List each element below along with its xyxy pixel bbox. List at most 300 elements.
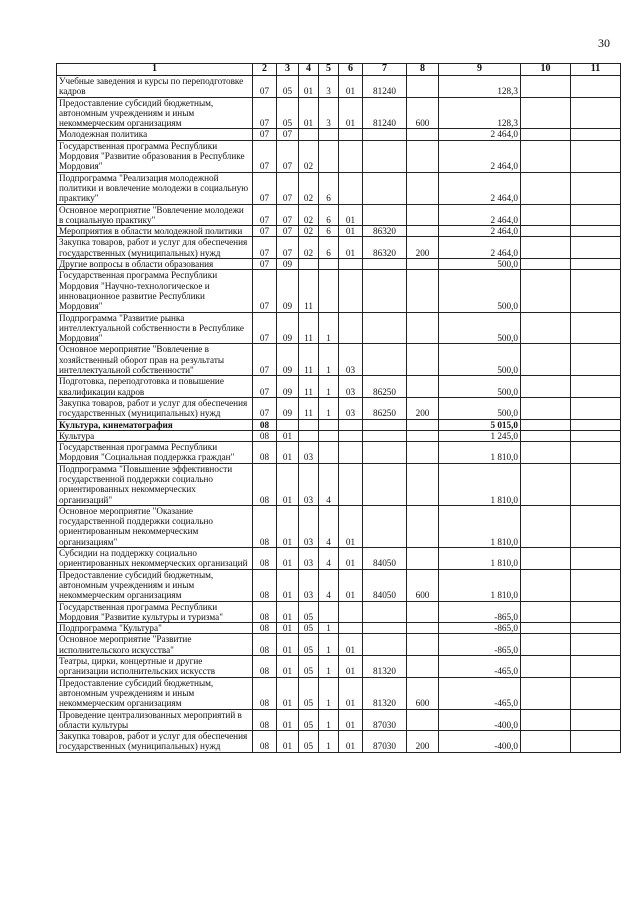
row-cell-c5 <box>319 129 339 140</box>
row-cell-c10 <box>521 634 571 656</box>
row-cell-c2: 08 <box>253 623 277 634</box>
row-cell-c5: 6 <box>319 237 339 259</box>
row-cell-c3: 09 <box>277 312 299 344</box>
row-cell-c4: 11 <box>299 312 319 344</box>
row-cell-c8: 600 <box>407 569 439 601</box>
row-cell-c6 <box>339 140 363 172</box>
row-cell-c8 <box>407 463 439 505</box>
row-cell-c9: 1 810,0 <box>439 505 521 547</box>
row-name-cell: Театры, цирки, концертные и другие организации исполнительских искусств <box>57 656 253 678</box>
row-cell-c3: 01 <box>277 623 299 634</box>
row-cell-c2: 08 <box>253 442 277 464</box>
row-cell-c8 <box>407 634 439 656</box>
row-cell-c4 <box>299 129 319 140</box>
row-cell-c4: 02 <box>299 204 319 226</box>
row-cell-c2: 07 <box>253 397 277 419</box>
row-cell-c4: 01 <box>299 76 319 98</box>
row-cell-c8 <box>407 430 439 441</box>
row-cell-c11 <box>571 204 621 226</box>
row-cell-c8 <box>407 140 439 172</box>
row-cell-c10 <box>521 226 571 237</box>
row-cell-c3: 01 <box>277 463 299 505</box>
table-row <box>57 731 621 753</box>
row-cell-c9: 1 810,0 <box>439 569 521 601</box>
row-cell-c5 <box>319 419 339 430</box>
row-cell-c9: -865,0 <box>439 601 521 623</box>
row-cell-c11 <box>571 430 621 441</box>
row-cell-c2: 07 <box>253 97 277 129</box>
row-cell-c8: 200 <box>407 237 439 259</box>
row-cell-c4: 03 <box>299 569 319 601</box>
page-number: 30 <box>598 36 610 50</box>
row-cell-c7 <box>363 172 407 204</box>
row-cell-c6: 01 <box>339 97 363 129</box>
table-row <box>57 709 621 731</box>
table-row <box>57 569 621 601</box>
table-row <box>57 376 621 398</box>
row-cell-c10 <box>521 442 571 464</box>
table-row <box>57 312 621 344</box>
table-row <box>57 97 621 129</box>
row-name-cell: Основное мероприятие "Вовлечение в хозяйственный оборот прав на результаты интеллектуальной собственности" <box>57 344 253 376</box>
row-cell-c7 <box>363 344 407 376</box>
row-cell-c2: 08 <box>253 430 277 441</box>
row-cell-c11 <box>571 623 621 634</box>
row-cell-c4: 11 <box>299 344 319 376</box>
row-cell-c11 <box>571 376 621 398</box>
column-header-1: 1 <box>57 64 253 76</box>
row-name-cell: Подпрограмма "Культура" <box>57 623 253 634</box>
row-cell-c10 <box>521 463 571 505</box>
row-cell-c9: -465,0 <box>439 656 521 678</box>
column-header-11: 11 <box>571 64 621 76</box>
row-name-cell: Основное мероприятие "Развитие исполнительского искусства" <box>57 634 253 656</box>
table-row <box>57 548 621 570</box>
table-row <box>57 623 621 634</box>
row-cell-c4: 03 <box>299 442 319 464</box>
table-row <box>57 397 621 419</box>
table-row <box>57 129 621 140</box>
row-cell-c3: 07 <box>277 237 299 259</box>
row-cell-c3: 01 <box>277 569 299 601</box>
row-name-cell: Предоставление субсидий бюджетным, автономным учреждениям и иным некоммерческим организациям <box>57 97 253 129</box>
row-cell-c2: 07 <box>253 76 277 98</box>
row-cell-c6: 01 <box>339 634 363 656</box>
row-cell-c5: 1 <box>319 634 339 656</box>
row-cell-c11 <box>571 463 621 505</box>
row-cell-c6 <box>339 270 363 312</box>
row-cell-c7: 87030 <box>363 731 407 753</box>
row-cell-c8 <box>407 344 439 376</box>
row-name-cell: Основное мероприятие "Вовлечение молодежи в социальную практику" <box>57 204 253 226</box>
row-cell-c4: 02 <box>299 226 319 237</box>
row-cell-c5 <box>319 442 339 464</box>
row-cell-c2: 08 <box>253 463 277 505</box>
row-cell-c4: 05 <box>299 634 319 656</box>
row-cell-c4: 05 <box>299 709 319 731</box>
row-cell-c3: 09 <box>277 397 299 419</box>
row-cell-c3: 01 <box>277 677 299 709</box>
row-cell-c3: 09 <box>277 270 299 312</box>
row-cell-c2: 08 <box>253 419 277 430</box>
row-cell-c4: 05 <box>299 656 319 678</box>
row-cell-c3: 05 <box>277 76 299 98</box>
row-cell-c4: 05 <box>299 677 319 709</box>
row-cell-c7 <box>363 634 407 656</box>
column-header-9: 9 <box>439 64 521 76</box>
column-header-8: 8 <box>407 64 439 76</box>
row-cell-c6: 01 <box>339 76 363 98</box>
row-cell-c10 <box>521 376 571 398</box>
row-cell-c2: 08 <box>253 601 277 623</box>
row-cell-c8 <box>407 204 439 226</box>
row-cell-c6: 01 <box>339 709 363 731</box>
table-row <box>57 677 621 709</box>
row-cell-c9: 2 464,0 <box>439 226 521 237</box>
row-cell-c11 <box>571 259 621 270</box>
row-cell-c4 <box>299 419 319 430</box>
row-cell-c5: 1 <box>319 656 339 678</box>
row-cell-c2: 07 <box>253 140 277 172</box>
row-cell-c7 <box>363 419 407 430</box>
row-cell-c10 <box>521 97 571 129</box>
row-cell-c5: 4 <box>319 505 339 547</box>
row-cell-c2: 07 <box>253 259 277 270</box>
table-row <box>57 237 621 259</box>
column-header-3: 3 <box>277 64 299 76</box>
row-cell-c9: 500,0 <box>439 344 521 376</box>
row-cell-c11 <box>571 419 621 430</box>
table-header-row <box>57 64 621 76</box>
table-row <box>57 344 621 376</box>
row-cell-c11 <box>571 569 621 601</box>
row-cell-c3: 01 <box>277 634 299 656</box>
row-cell-c10 <box>521 731 571 753</box>
row-cell-c11 <box>571 442 621 464</box>
row-cell-c5: 6 <box>319 226 339 237</box>
row-cell-c6 <box>339 129 363 140</box>
row-cell-c7 <box>363 140 407 172</box>
row-name-cell: Государственная программа Республики Мордовия "Научно-технологическое и инновационное развитие Республики Мордовия" <box>57 270 253 312</box>
row-cell-c2: 08 <box>253 677 277 709</box>
row-cell-c2: 07 <box>253 237 277 259</box>
row-name-cell: Предоставление субсидий бюджетным, автономным учреждениям и иным некоммерческим организациям <box>57 569 253 601</box>
row-cell-c7 <box>363 430 407 441</box>
row-cell-c4: 11 <box>299 270 319 312</box>
row-cell-c11 <box>571 140 621 172</box>
row-cell-c3: 01 <box>277 656 299 678</box>
row-cell-c4: 11 <box>299 376 319 398</box>
row-cell-c2: 07 <box>253 376 277 398</box>
row-cell-c5: 3 <box>319 76 339 98</box>
row-cell-c9: -465,0 <box>439 677 521 709</box>
row-cell-c6 <box>339 430 363 441</box>
row-cell-c8: 200 <box>407 397 439 419</box>
row-cell-c9: 500,0 <box>439 312 521 344</box>
row-cell-c11 <box>571 226 621 237</box>
table-row <box>57 601 621 623</box>
row-cell-c4: 03 <box>299 548 319 570</box>
row-cell-c6: 01 <box>339 656 363 678</box>
row-cell-c6: 03 <box>339 397 363 419</box>
row-cell-c7 <box>363 129 407 140</box>
row-cell-c8 <box>407 76 439 98</box>
row-cell-c6: 01 <box>339 731 363 753</box>
table-row <box>57 226 621 237</box>
row-cell-c5: 1 <box>319 677 339 709</box>
row-cell-c3: 01 <box>277 709 299 731</box>
row-cell-c3: 09 <box>277 376 299 398</box>
table-row <box>57 656 621 678</box>
row-cell-c6 <box>339 312 363 344</box>
row-cell-c9: 500,0 <box>439 376 521 398</box>
row-cell-c6 <box>339 463 363 505</box>
row-name-cell: Субсидии на поддержку социально ориентированных некоммерческих организаций <box>57 548 253 570</box>
row-cell-c4 <box>299 430 319 441</box>
table-row <box>57 419 621 430</box>
row-cell-c6: 01 <box>339 677 363 709</box>
row-cell-c5: 1 <box>319 623 339 634</box>
row-cell-c10 <box>521 601 571 623</box>
row-cell-c2: 08 <box>253 505 277 547</box>
row-cell-c7: 81320 <box>363 677 407 709</box>
row-cell-c11 <box>571 601 621 623</box>
row-cell-c10 <box>521 237 571 259</box>
row-cell-c2: 08 <box>253 709 277 731</box>
row-cell-c3: 01 <box>277 548 299 570</box>
row-cell-c3: 01 <box>277 442 299 464</box>
row-cell-c8 <box>407 226 439 237</box>
row-cell-c4: 02 <box>299 140 319 172</box>
row-cell-c2: 08 <box>253 569 277 601</box>
column-header-2: 2 <box>253 64 277 76</box>
row-cell-c11 <box>571 548 621 570</box>
row-cell-c11 <box>571 677 621 709</box>
row-cell-c5: 1 <box>319 709 339 731</box>
row-cell-c5: 1 <box>319 312 339 344</box>
row-cell-c9: 128,3 <box>439 76 521 98</box>
table-row <box>57 140 621 172</box>
row-cell-c5 <box>319 140 339 172</box>
row-cell-c5: 6 <box>319 204 339 226</box>
row-cell-c9: -865,0 <box>439 634 521 656</box>
table-row <box>57 172 621 204</box>
row-cell-c11 <box>571 731 621 753</box>
row-cell-c4: 05 <box>299 731 319 753</box>
row-name-cell: Государственная программа Республики Мордовия "Развитие культуры и туризма" <box>57 601 253 623</box>
row-name-cell: Подпрограмма "Повышение эффективности государственной поддержки социально ориентированных некоммерческих организаций" <box>57 463 253 505</box>
row-cell-c9: 2 464,0 <box>439 129 521 140</box>
row-cell-c4: 05 <box>299 623 319 634</box>
row-name-cell: Закупка товаров, работ и услуг для обеспечения государственных (муниципальных) нужд <box>57 397 253 419</box>
budget-table <box>56 63 621 753</box>
row-cell-c8 <box>407 129 439 140</box>
row-cell-c3: 07 <box>277 140 299 172</box>
row-name-cell: Подпрограмма "Развитие рынка интеллектуальной собственности в Республике Мордовия" <box>57 312 253 344</box>
row-cell-c5: 4 <box>319 548 339 570</box>
row-cell-c2: 07 <box>253 204 277 226</box>
table-row <box>57 505 621 547</box>
row-cell-c5 <box>319 259 339 270</box>
row-cell-c7 <box>363 623 407 634</box>
row-cell-c9: 5 015,0 <box>439 419 521 430</box>
row-cell-c10 <box>521 569 571 601</box>
row-cell-c10 <box>521 548 571 570</box>
row-cell-c8 <box>407 709 439 731</box>
row-cell-c11 <box>571 312 621 344</box>
row-cell-c6: 03 <box>339 376 363 398</box>
row-cell-c7: 86250 <box>363 397 407 419</box>
row-cell-c7: 84050 <box>363 569 407 601</box>
row-cell-c7: 84050 <box>363 548 407 570</box>
row-cell-c7 <box>363 312 407 344</box>
row-cell-c9: 2 464,0 <box>439 237 521 259</box>
row-cell-c10 <box>521 430 571 441</box>
row-cell-c11 <box>571 709 621 731</box>
row-cell-c2: 07 <box>253 129 277 140</box>
table-row <box>57 259 621 270</box>
row-cell-c6: 01 <box>339 237 363 259</box>
row-cell-c2: 07 <box>253 270 277 312</box>
row-cell-c4: 02 <box>299 172 319 204</box>
row-cell-c6 <box>339 259 363 270</box>
row-cell-c9: 1 245,0 <box>439 430 521 441</box>
row-cell-c8 <box>407 270 439 312</box>
row-cell-c3: 07 <box>277 226 299 237</box>
row-cell-c7: 81240 <box>363 97 407 129</box>
row-cell-c9: 500,0 <box>439 270 521 312</box>
row-cell-c6 <box>339 442 363 464</box>
row-name-cell: Молодежная политика <box>57 129 253 140</box>
row-cell-c8 <box>407 656 439 678</box>
row-cell-c10 <box>521 677 571 709</box>
row-cell-c6: 01 <box>339 226 363 237</box>
row-name-cell: Государственная программа Республики Мордовия "Социальная поддержка граждан" <box>57 442 253 464</box>
column-header-6: 6 <box>339 64 363 76</box>
row-cell-c11 <box>571 76 621 98</box>
row-cell-c8 <box>407 376 439 398</box>
row-cell-c7: 87030 <box>363 709 407 731</box>
row-cell-c9: 128,3 <box>439 97 521 129</box>
column-header-7: 7 <box>363 64 407 76</box>
row-cell-c7: 86320 <box>363 237 407 259</box>
column-header-4: 4 <box>299 64 319 76</box>
row-name-cell: Проведение централизованных мероприятий в области культуры <box>57 709 253 731</box>
row-cell-c5: 4 <box>319 569 339 601</box>
row-cell-c6 <box>339 419 363 430</box>
row-cell-c10 <box>521 505 571 547</box>
row-name-cell: Закупка товаров, работ и услуг для обеспечения государственных (муниципальных) нужд <box>57 237 253 259</box>
row-cell-c11 <box>571 237 621 259</box>
row-cell-c3: 09 <box>277 344 299 376</box>
row-cell-c7: 81320 <box>363 656 407 678</box>
table-row <box>57 442 621 464</box>
row-cell-c5: 3 <box>319 97 339 129</box>
row-cell-c7 <box>363 463 407 505</box>
row-cell-c7: 86320 <box>363 226 407 237</box>
row-name-cell: Подготовка, переподготовка и повышение квалификации кадров <box>57 376 253 398</box>
row-cell-c10 <box>521 397 571 419</box>
row-cell-c6 <box>339 623 363 634</box>
row-name-cell: Учебные заведения и курсы по переподготовке кадров <box>57 76 253 98</box>
row-cell-c6 <box>339 172 363 204</box>
row-name-cell: Другие вопросы в области образования <box>57 259 253 270</box>
row-cell-c8: 200 <box>407 731 439 753</box>
row-cell-c9: 1 810,0 <box>439 463 521 505</box>
row-cell-c7 <box>363 601 407 623</box>
row-cell-c2: 07 <box>253 172 277 204</box>
row-cell-c10 <box>521 204 571 226</box>
row-cell-c10 <box>521 76 571 98</box>
row-cell-c11 <box>571 172 621 204</box>
row-cell-c3: 07 <box>277 129 299 140</box>
row-cell-c11 <box>571 397 621 419</box>
row-cell-c10 <box>521 129 571 140</box>
row-cell-c6: 01 <box>339 548 363 570</box>
row-cell-c8 <box>407 548 439 570</box>
row-cell-c2: 08 <box>253 656 277 678</box>
column-header-5: 5 <box>319 64 339 76</box>
row-cell-c8: 600 <box>407 677 439 709</box>
row-cell-c6 <box>339 601 363 623</box>
row-name-cell: Основное мероприятие "Оказание государственной поддержки социально ориентированным некоммерческим организациям" <box>57 505 253 547</box>
row-cell-c7 <box>363 259 407 270</box>
row-cell-c3: 01 <box>277 505 299 547</box>
row-cell-c5: 1 <box>319 376 339 398</box>
row-cell-c7: 86250 <box>363 376 407 398</box>
row-name-cell: Культура <box>57 430 253 441</box>
row-cell-c9: 2 464,0 <box>439 172 521 204</box>
row-cell-c9: 1 810,0 <box>439 548 521 570</box>
row-cell-c10 <box>521 312 571 344</box>
row-cell-c11 <box>571 270 621 312</box>
row-cell-c3: 05 <box>277 97 299 129</box>
row-cell-c2: 07 <box>253 312 277 344</box>
table-row <box>57 76 621 98</box>
table-body <box>57 76 621 753</box>
row-cell-c7 <box>363 505 407 547</box>
row-cell-c10 <box>521 656 571 678</box>
row-cell-c10 <box>521 172 571 204</box>
row-cell-c8 <box>407 419 439 430</box>
row-cell-c2: 07 <box>253 226 277 237</box>
table-row <box>57 430 621 441</box>
row-name-cell: Подпрограмма "Реализация молодежной политики и вовлечение молодежи в социальную практику" <box>57 172 253 204</box>
row-cell-c4 <box>299 259 319 270</box>
row-cell-c11 <box>571 505 621 547</box>
row-cell-c3: 01 <box>277 731 299 753</box>
row-cell-c11 <box>571 344 621 376</box>
row-cell-c8 <box>407 172 439 204</box>
row-name-cell: Государственная программа Республики Мордовия "Развитие образования в Республике Мордовия" <box>57 140 253 172</box>
row-name-cell: Мероприятия в области молодежной политики <box>57 226 253 237</box>
row-cell-c10 <box>521 709 571 731</box>
row-cell-c7: 81240 <box>363 76 407 98</box>
row-cell-c7 <box>363 442 407 464</box>
row-cell-c4: 11 <box>299 397 319 419</box>
row-cell-c9: -400,0 <box>439 731 521 753</box>
row-cell-c11 <box>571 634 621 656</box>
row-cell-c10 <box>521 259 571 270</box>
row-cell-c8 <box>407 601 439 623</box>
row-cell-c4: 01 <box>299 97 319 129</box>
row-cell-c6: 03 <box>339 344 363 376</box>
row-cell-c8 <box>407 505 439 547</box>
column-header-10: 10 <box>521 64 571 76</box>
row-cell-c3: 07 <box>277 172 299 204</box>
row-cell-c9: 500,0 <box>439 259 521 270</box>
row-cell-c9: -865,0 <box>439 623 521 634</box>
